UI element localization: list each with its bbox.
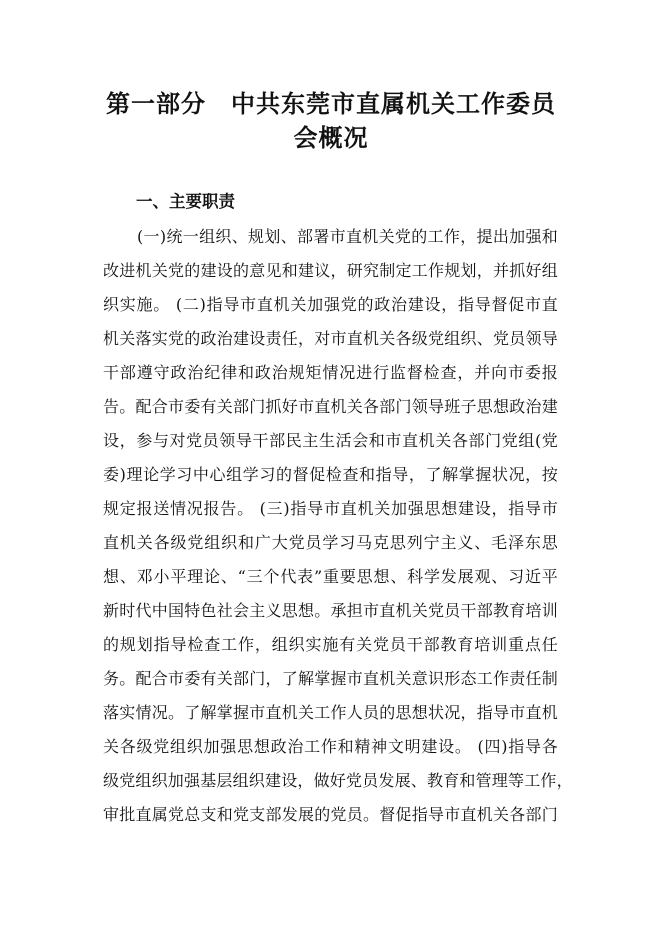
paragraph-line: 直机关各级党组织和广大党员学习马克思列宁主义、毛泽东思 [103,533,558,552]
section-heading: 一、主要职责 [136,192,235,211]
paragraph-line: 织实施。 (二)指导市直机关加强党的政治建设，指导督促市直 [103,295,558,314]
paragraph-line: 的规划指导检查工作，组织实施有关党员干部教育培训重点任 [103,635,558,654]
paragraph-line: 机关落实党的政治建设责任，对市直机关各级党组织、党员领导 [103,329,558,348]
paragraph-line: 干部遵守政治纪律和政治规矩情况进行监督检查，并向市委报 [103,363,558,382]
document-title-line-2: 会概况 [293,124,369,152]
paragraph-line: 告。配合市委有关部门抓好市直机关各部门领导班子思想政治建 [103,397,558,416]
document-title-line-1: 第一部分 中共东莞市直属机关工作委员 [106,90,556,118]
paragraph-line: (一)统一组织、规划、部署市直机关党的工作，提出加强和 [137,227,558,246]
paragraph-line: 改进机关党的建设的意见和建议，研究制定工作规划，并抓好组 [103,261,558,280]
paragraph-line: 务。配合市委有关部门，了解掌握市直机关意识形态工作责任制 [103,669,558,688]
paragraph-line: 新时代中国特色社会主义思想。承担市直机关党员干部教育培训 [103,601,558,620]
paragraph-line: 落实情况。了解掌握市直机关工作人员的思想状况，指导市直机 [103,703,558,722]
paragraph-line: 规定报送情况报告。 (三)指导市直机关加强思想建设，指导市 [103,499,558,518]
paragraph-line: 审批直属党总支和党支部发展的党员。督促指导市直机关各部门 [103,805,558,824]
paragraph-line: 想、邓小平理论、“三个代表”重要思想、科学发展观、习近平 [103,567,558,586]
paragraph-line: 设，参与对党员领导干部民主生活会和市直机关各部门党组(党 [103,431,558,450]
paragraph-line: 委)理论学习中心组学习的督促检查和指导，了解掌握状况，按 [103,465,558,484]
paragraph-line: 级党组织加强基层组织建设，做好党员发展、教育和管理等工作， [103,771,573,790]
paragraph-line: 关各级党组织加强思想政治工作和精神文明建设。 (四)指导各 [103,737,558,756]
